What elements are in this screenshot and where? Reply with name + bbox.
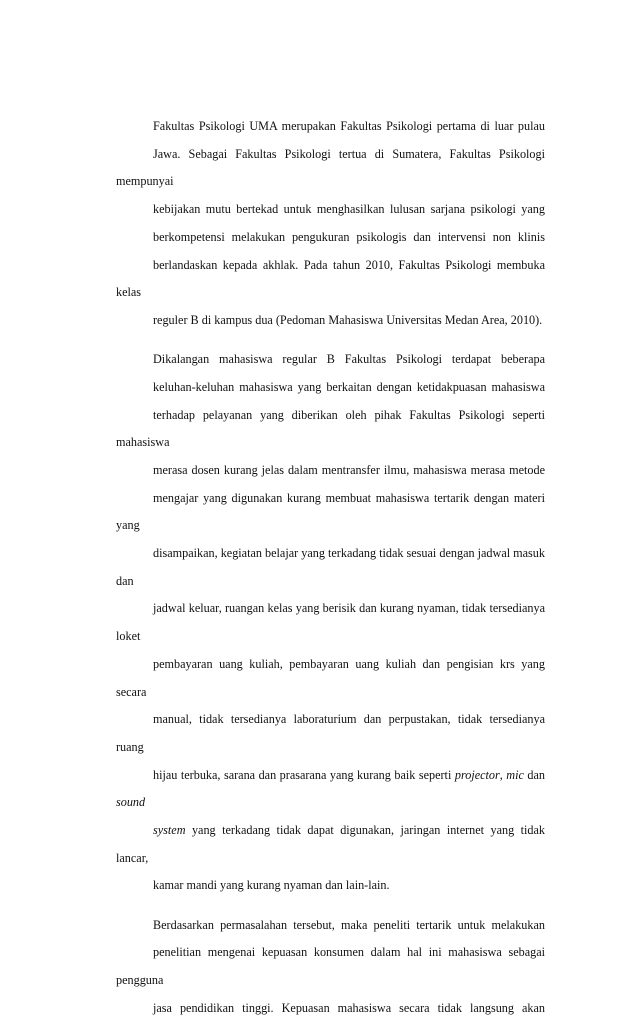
italic-term: sound — [116, 795, 146, 810]
text-line: keluhan-keluhan mahasiswa yang berkaitan dengan ketidakpuasan mahasiswa — [153, 379, 545, 394]
text-line: merasa dosen kurang jelas dalam mentransfer ilmu, mahasiswa merasa metode — [153, 462, 545, 477]
text-line: mengajar yang digunakan kurang membuat mahasiswa tertarik dengan materi yang — [116, 490, 545, 533]
body-text — [116, 113, 545, 1023]
text-line: berkompetensi melakukan pengukuran psikologis dan intervensi non klinis — [153, 229, 545, 244]
text-line: kebijakan mutu bertekad untuk menghasilkan lulusan sarjana psikologi yang — [153, 202, 545, 217]
text-line: kamar mandi yang kurang nyaman dan lain-lain. — [153, 878, 390, 893]
text-line: Jawa. Sebagai Fakultas Psikologi tertua di Sumatera, Fakultas Psikologi mempunyai — [116, 146, 545, 189]
text-line: penelitian mengenai kepuasan konsumen dalam hal ini mahasiswa sebagai pengguna — [116, 945, 545, 988]
paragraph-1 — [116, 113, 545, 335]
text-line: pembayaran uang kuliah, pembayaran uang kuliah dan pengisian krs yang secara — [116, 656, 545, 699]
text-line: jasa pendidikan tinggi. Kepuasan mahasiswa secara tidak langsung akan — [153, 1000, 545, 1015]
text-line: Dikalangan mahasiswa regular B Fakultas Psikologi terdapat beberapa — [153, 352, 545, 367]
paragraph-3 — [116, 912, 545, 1023]
text-line: berlandaskan kepada akhlak. Pada tahun 2010, Fakultas Psikologi membuka kelas — [116, 257, 545, 300]
text-line: manual, tidak tersedianya laboraturium dan perpustakan, tidak tersedianya ruang — [116, 712, 545, 754]
text-line: terhadap pelayanan yang diberikan oleh pihak Fakultas Psikologi seperti mahasiswa — [116, 407, 545, 450]
text-line: system yang terkadang tidak dapat digunakan, jaringan internet yang tidak lancar, — [116, 823, 545, 865]
paragraph-2 — [116, 346, 545, 900]
text-line: disampaikan, kegiatan belajar yang terkadang tidak sesuai dengan jadwal masuk dan — [116, 546, 545, 588]
text-line: reguler B di kampus dua (Pedoman Mahasiswa Universitas Medan Area, 2010). — [153, 312, 543, 327]
text-line: Fakultas Psikologi UMA merupakan Fakultas Psikologi pertama di luar pulau — [153, 119, 545, 133]
text-line: jadwal keluar, ruangan kelas yang berisik dan kurang nyaman, tidak tersedianya loket — [116, 601, 545, 644]
italic-term: mic — [506, 767, 524, 782]
italic-term: system — [153, 823, 186, 838]
italic-term: projector — [454, 767, 500, 782]
text-line: hijau terbuka, sarana dan prasarana yang kurang baik seperti projector, mic dan sound — [116, 767, 545, 810]
text-line: Berdasarkan permasalahan tersebut, maka peneliti tertarik untuk melakukan — [153, 917, 545, 932]
